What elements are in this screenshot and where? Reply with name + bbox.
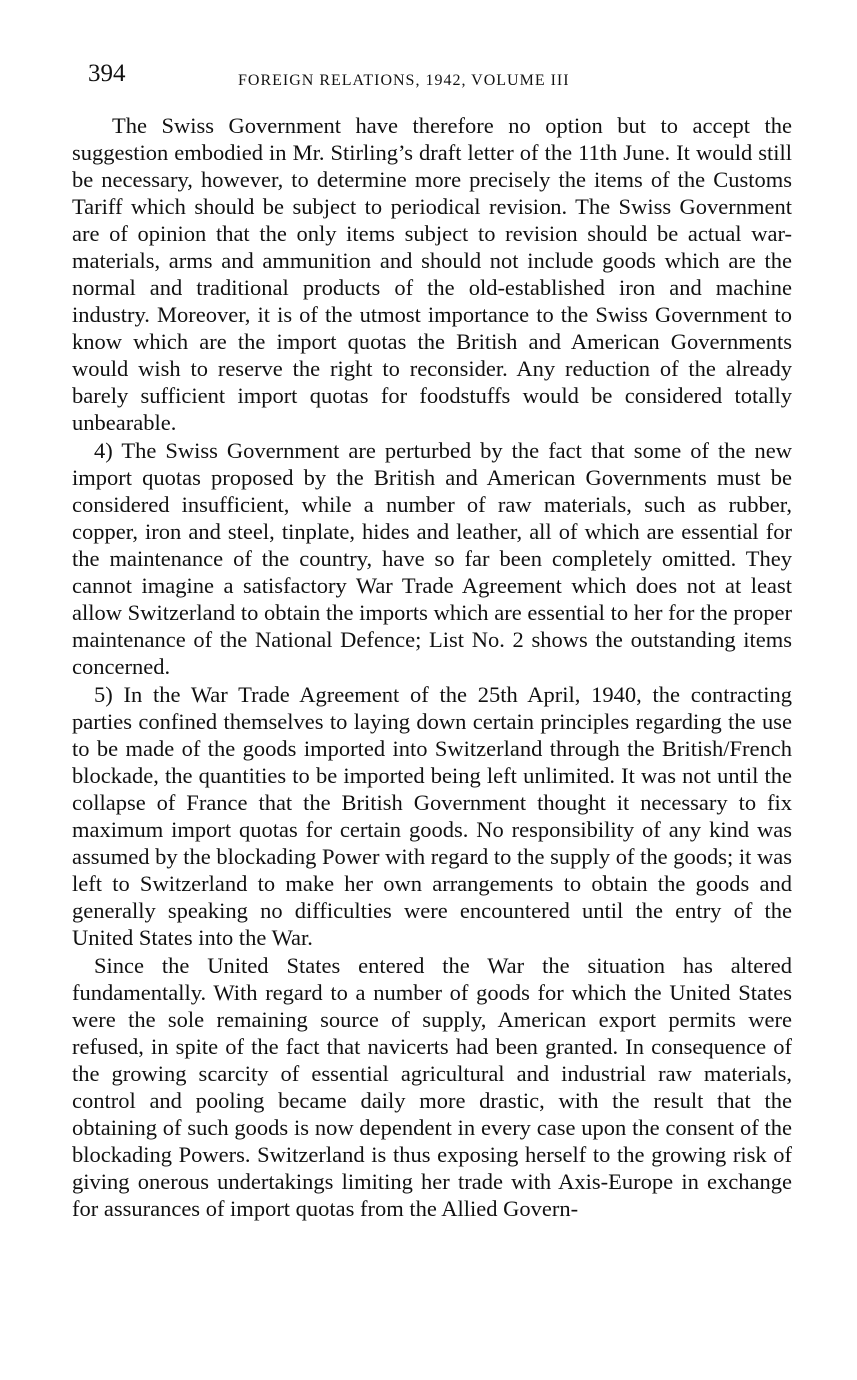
paragraph-united-states-entry: Since the United States entered the War the situation has altered fundamentally. With regard to a number of goods for which the United States were the sole remaining source of supply, American export permits were refused, in spite of the fact that navicerts had been granted. In consequence of the growing scarcity of essential agricultural and industrial raw materials, control and pooling became daily more drastic, with the result that the obtaining of such goods is now dependent in every case upon the consent of the blockading Powers. Switzerland is thus exposing herself to the growing risk of giving onerous undertakings limiting her trade with Axis-Europe in exchange for assurances of import quotas from the Allied Govern- — [72, 953, 792, 1221]
page-header — [88, 60, 788, 92]
paragraph-item-5: 5) In the War Trade Agreement of the 25th April, 1940, the contracting parties confined themselves to laying down certain principles regarding the use to be made of the goods imported into Switzerland through the British/French blockade, the quantities to be imported being left unlimited. It was not until the collapse of France that the British Government thought it necessary to fix maximum import quotas for certain goods. No responsibility of any kind was assumed by the blockading Power with regard to the supply of the goods; it was left to Switzerland to make her own arrangements to obtain the goods and generally speaking no difficulties were encountered until the entry of the United States into the War. — [72, 682, 792, 950]
paragraph-item-4: 4) The Swiss Government are perturbed by the fact that some of the new import quotas proposed by the British and American Governments must be considered insufficient, while a number of raw materials, such as rubber, copper, iron and steel, tinplate, hides and leather, all of which are essential for the maintenance of the country, have so far been completely omitted. They cannot imagine a satisfactory War Trade Agreement which does not at least allow Switzerland to obtain the imports which are essential to her for the proper maintenance of the National Defence; List No. 2 shows the outstanding items concerned. — [72, 438, 792, 679]
page-number: 394 — [88, 60, 126, 87]
running-title: FOREIGN RELATIONS, 1942, VOLUME III — [238, 72, 570, 89]
paragraph-swiss-government-options: The Swiss Government have therefore no option but to accept the suggestion embodied in Mr. Stirling’s draft letter of the 11th June. It would still be necessary, however, to determine more precisely the items of the Customs Tariff which should be subject to periodical revision. The Swiss Government are of opinion that the only items subject to revision should be actual war-materials, arms and ammunition and should not include goods which are the normal and traditional products of the old-established iron and machine industry. Moreover, it is of the utmost importance to the Swiss Government to know which are the import quotas the British and American Governments would wish to reserve the right to reconsider. Any reduction of the already barely sufficient import quotas for foodstuffs would be considered totally unbearable. — [72, 113, 792, 435]
body-text — [72, 112, 792, 1222]
